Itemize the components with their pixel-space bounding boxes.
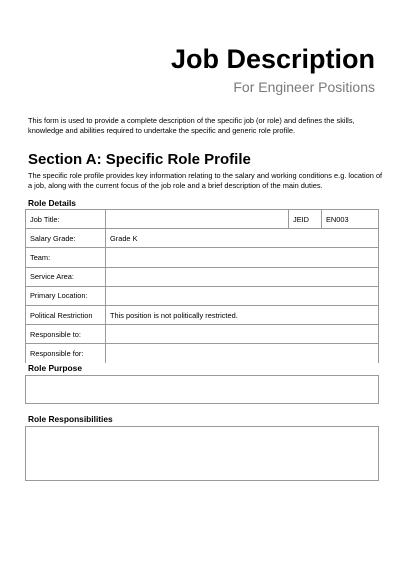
table-row bbox=[26, 248, 379, 267]
page-subtitle: For Engineer Positions bbox=[233, 79, 375, 95]
team-field[interactable] bbox=[106, 248, 379, 267]
service-area-label: Service Area: bbox=[26, 267, 106, 286]
role-details-table bbox=[25, 209, 379, 363]
intro-paragraph: This form is used to provide a complete description of the specific job (or role) and defines the skills, knowledge and abilities required to undertake the specific and generic role profile. bbox=[28, 116, 355, 135]
salary-grade-field[interactable]: Grade K bbox=[106, 229, 379, 248]
political-restriction-field[interactable]: This position is not politically restricted. bbox=[106, 305, 379, 324]
responsible-for-field[interactable] bbox=[106, 344, 379, 363]
job-title-label: Job Title: bbox=[26, 210, 106, 229]
responsible-for-label: Responsible for: bbox=[26, 344, 106, 363]
table-row bbox=[26, 210, 379, 229]
primary-location-label: Primary Location: bbox=[26, 286, 106, 305]
responsible-to-label: Responsible to: bbox=[26, 325, 106, 344]
table-row bbox=[26, 305, 379, 324]
role-purpose-heading: Role Purpose bbox=[28, 363, 82, 373]
service-area-field[interactable] bbox=[106, 267, 379, 286]
role-purpose-field[interactable] bbox=[25, 375, 379, 404]
table-row bbox=[26, 229, 379, 248]
role-responsibilities-field[interactable] bbox=[25, 426, 379, 481]
section-a-heading: Section A: Specific Role Profile bbox=[28, 151, 251, 168]
table-row bbox=[26, 267, 379, 286]
job-title-field[interactable] bbox=[106, 210, 289, 229]
page-title: Job Description bbox=[170, 44, 375, 74]
role-details-heading: Role Details bbox=[28, 198, 76, 208]
table-row bbox=[26, 344, 379, 363]
salary-grade-label: Salary Grade: bbox=[26, 229, 106, 248]
table-row bbox=[26, 286, 379, 305]
jeid-label: JEID bbox=[289, 210, 322, 229]
primary-location-field[interactable] bbox=[106, 286, 379, 305]
political-restriction-label: Political Restriction bbox=[26, 305, 106, 324]
role-responsibilities-heading: Role Responsibilities bbox=[28, 414, 113, 424]
jeid-field[interactable]: EN003 bbox=[322, 210, 379, 229]
table-row bbox=[26, 325, 379, 344]
responsible-to-field[interactable] bbox=[106, 325, 379, 344]
team-label: Team: bbox=[26, 248, 106, 267]
section-a-description: The specific role profile provides key information relating to the salary and working conditions e.g. location of a job, along with the current focus of the job role and a brief description of the main duties. bbox=[28, 171, 383, 190]
